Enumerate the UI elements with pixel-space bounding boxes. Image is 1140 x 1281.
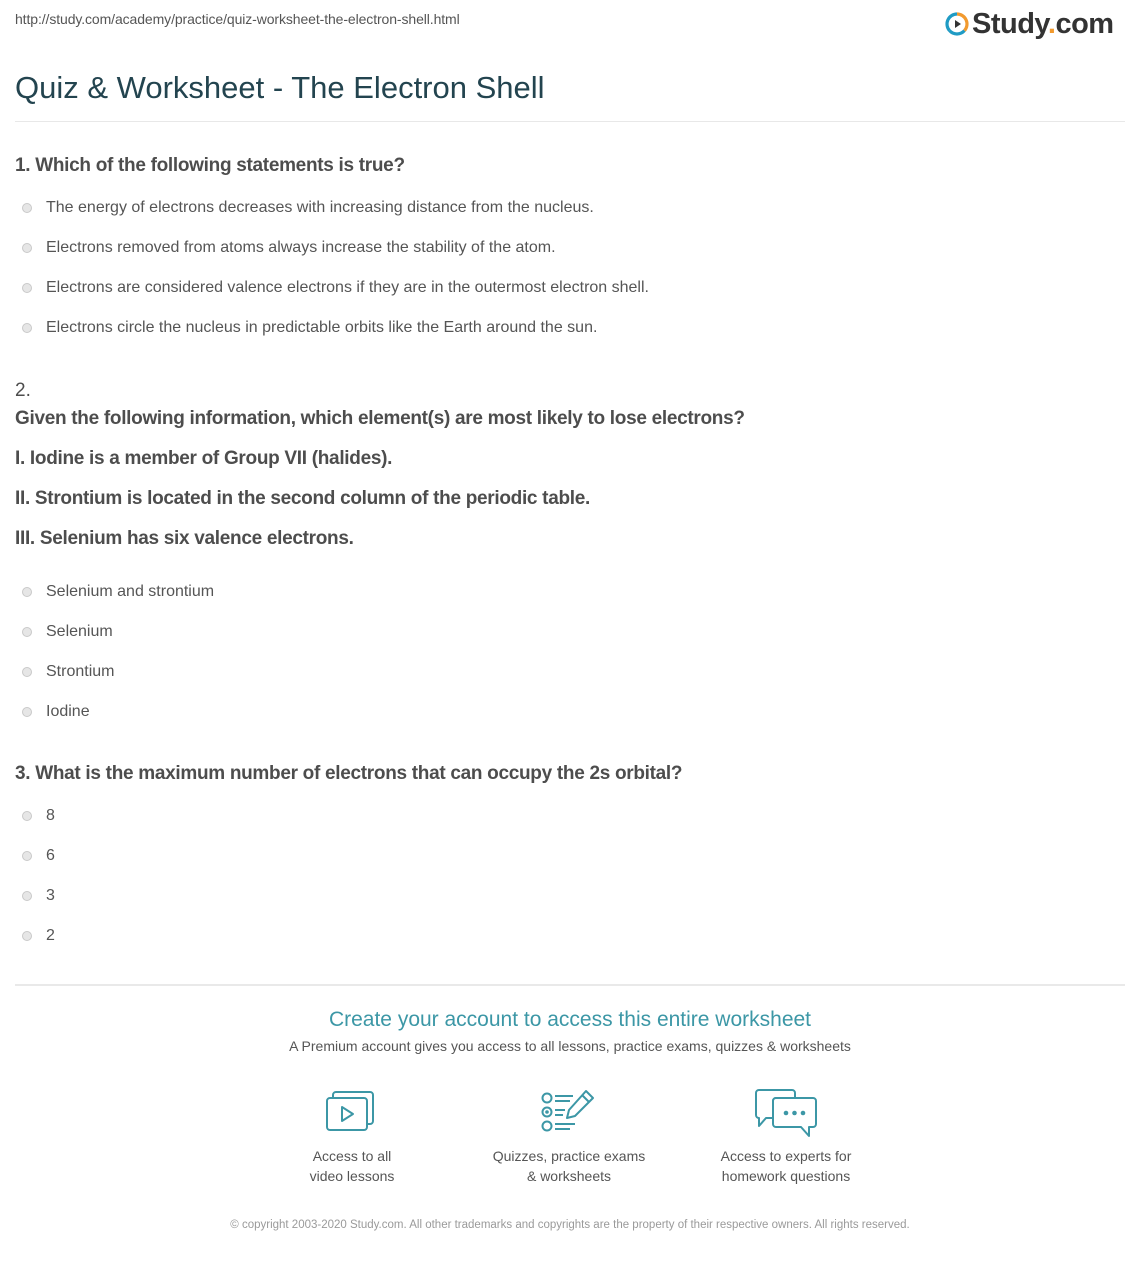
question-1-text: 1. Which of the following statements is true?	[15, 155, 405, 176]
logo-text-main: Study	[972, 8, 1048, 40]
radio-button[interactable]	[22, 627, 32, 637]
question-3-option-3[interactable]	[22, 887, 55, 905]
radio-button[interactable]	[22, 707, 32, 717]
question-3-option-2[interactable]	[22, 847, 55, 865]
radio-button[interactable]	[22, 587, 32, 597]
question-3-option-1[interactable]	[22, 807, 55, 825]
question-1-option-3[interactable]	[22, 279, 649, 297]
question-2-number: 2.	[15, 380, 31, 401]
option-label: Selenium	[46, 623, 113, 640]
feature-label-line2: video lessons	[309, 1168, 395, 1184]
quiz-checklist-icon	[540, 1088, 598, 1140]
chat-bubbles-icon	[754, 1088, 818, 1140]
premium-description: A Premium account gives you access to all lessons, practice exams, quizzes & worksheets	[289, 1038, 851, 1054]
question-3-text: 3. What is the maximum number of electrons that can occupy the 2s orbital?	[15, 763, 683, 784]
question-1-option-2[interactable]	[22, 239, 556, 257]
option-label: Electrons circle the nucleus in predictable orbits like the Earth around the sun.	[46, 319, 598, 336]
option-label: 3	[46, 887, 55, 904]
page-title: Quiz & Worksheet - The Electron Shell	[15, 70, 545, 105]
study-logo[interactable]	[945, 8, 1114, 40]
radio-button[interactable]	[22, 931, 32, 941]
radio-button[interactable]	[22, 243, 32, 253]
feature-label-line1: Quizzes, practice exams	[492, 1148, 646, 1164]
page-url: http://study.com/academy/practice/quiz-worksheet-the-electron-shell.html	[15, 11, 460, 27]
play-circle-icon	[945, 12, 969, 36]
question-1-option-4[interactable]	[22, 319, 597, 337]
feature-label-line1: Access to experts for	[720, 1148, 852, 1164]
radio-button[interactable]	[22, 667, 32, 677]
question-2-statement-3: III. Selenium has six valence electrons.	[15, 528, 354, 549]
option-label: Electrons are considered valence electrons if they are in the outermost electron shell.	[46, 279, 649, 296]
question-1-option-1[interactable]	[22, 199, 594, 217]
option-label: Iodine	[46, 703, 90, 720]
content-divider	[15, 984, 1125, 986]
radio-button[interactable]	[22, 891, 32, 901]
feature-experts	[686, 1088, 886, 1186]
feature-label	[252, 1146, 452, 1186]
option-label: Strontium	[46, 663, 115, 680]
radio-button[interactable]	[22, 323, 32, 333]
feature-label-line1: Access to all	[312, 1148, 392, 1164]
copyright-notice: © copyright 2003-2020 Study.com. All other trademarks and copyrights are the property of their respective owners. All rights reserved.	[230, 1219, 910, 1231]
option-label: Selenium and strontium	[46, 583, 215, 600]
radio-button[interactable]	[22, 203, 32, 213]
feature-label-line2: homework questions	[721, 1168, 851, 1184]
question-2-statement-1: I. Iodine is a member of Group VII (halides).	[15, 448, 393, 469]
option-label: Electrons removed from atoms always increase the stability of the atom.	[46, 239, 556, 256]
feature-label	[469, 1146, 669, 1186]
feature-label	[686, 1146, 886, 1186]
option-label: 6	[46, 847, 55, 864]
logo-text-tld: com	[1055, 8, 1114, 40]
question-3-option-4[interactable]	[22, 927, 55, 945]
question-2-option-4[interactable]	[22, 703, 90, 721]
radio-button[interactable]	[22, 283, 32, 293]
question-2-option-3[interactable]	[22, 663, 114, 681]
question-2-statement-2: II. Strontium is located in the second column of the periodic table.	[15, 488, 591, 509]
option-label: The energy of electrons decreases with increasing distance from the nucleus.	[46, 199, 594, 216]
option-label: 2	[46, 927, 55, 944]
radio-button[interactable]	[22, 811, 32, 821]
feature-quizzes	[469, 1088, 669, 1186]
feature-video-lessons	[252, 1088, 452, 1186]
feature-label-line2: & worksheets	[526, 1168, 612, 1184]
create-account-link[interactable]: Create your account to access this entire worksheet	[328, 1008, 812, 1031]
video-lessons-icon	[325, 1088, 379, 1140]
title-divider	[15, 121, 1125, 122]
logo-wordmark	[972, 8, 1114, 40]
radio-button[interactable]	[22, 851, 32, 861]
question-2-text: Given the following information, which element(s) are most likely to lose electrons?	[15, 408, 745, 429]
question-2-option-2[interactable]	[22, 623, 113, 641]
question-2-option-1[interactable]	[22, 583, 214, 601]
option-label: 8	[46, 807, 55, 824]
logo-dot: .	[1047, 8, 1056, 40]
